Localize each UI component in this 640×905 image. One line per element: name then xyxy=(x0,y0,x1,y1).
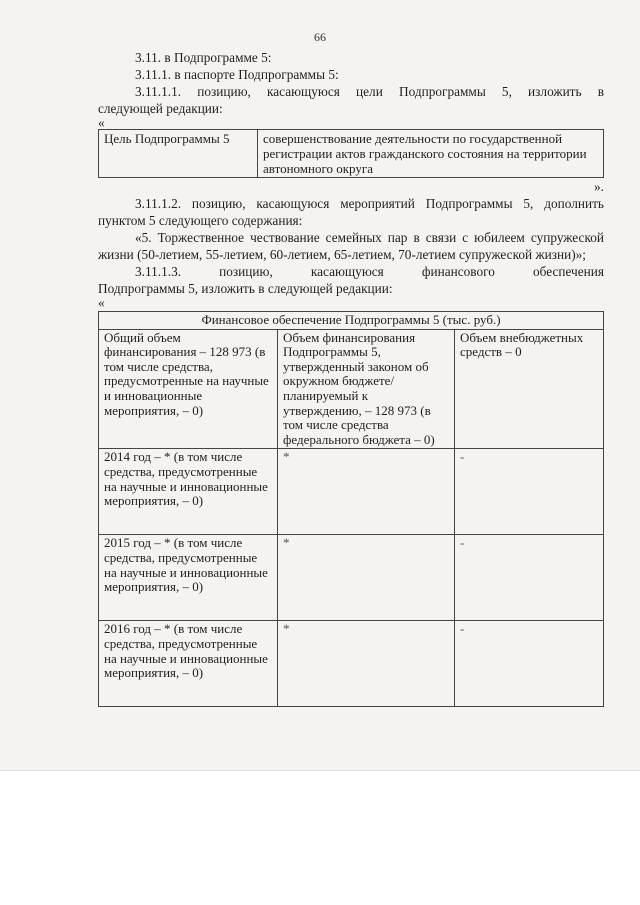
year-2015-cell: 2015 год – * (в том числе средства, предусмотренные на научные и инновационные мероприятия, – 0) xyxy=(99,535,278,621)
financing-table-title: Финансовое обеспечение Подпрограммы 5 (тыс. руб.) xyxy=(99,312,604,330)
year-2015-budget: * xyxy=(278,535,455,621)
year-2016-budget: * xyxy=(278,621,455,707)
year-2016-cell: 2016 год – * (в том числе средства, предусмотренные на научные и инновационные мероприятия, – 0) xyxy=(99,621,278,707)
goal-table xyxy=(98,129,604,178)
financing-budget: Объем финансирования Подпрограммы 5, утвержденный законом об окружном бюджете/ планируемый к утверждению, – 128 973 (в том числе средства федерального бюджета – 0) xyxy=(278,329,455,449)
page-edge-divider xyxy=(0,770,640,771)
financing-total: Общий объем финансирования – 128 973 (в том числе средства, предусмотренные на научные и инновационные мероприятия, – 0) xyxy=(99,329,278,449)
section-3-11: 3.11. в Подпрограмме 5: xyxy=(135,50,272,65)
section-3-11-1-3-line2: Подпрограммы 5, изложить в следующей редакции: xyxy=(98,281,393,296)
table-row xyxy=(99,449,604,535)
year-2016-extrabudget: - xyxy=(455,621,604,707)
goal-label: Цель Подпрограммы 5 xyxy=(99,130,258,178)
section-3-11-1: 3.11.1. в паспорте Подпрограммы 5: xyxy=(135,67,339,82)
page-number: 66 xyxy=(314,30,326,44)
open-quote: « xyxy=(98,115,105,130)
year-2014-extrabudget: - xyxy=(455,449,604,535)
close-quote: ». xyxy=(594,179,604,194)
section-3-11-1-2: 3.11.1.2. позицию, касающуюся мероприятий Подпрограммы 5, дополнить пунктом 5 следующего содержания: xyxy=(98,196,604,228)
table-row xyxy=(99,535,604,621)
section-3-11-1-1-line2: следующей редакции: xyxy=(98,101,223,116)
goal-value: совершенствование деятельности по государственной регистрации актов гражданского состояния на территории автономного округа xyxy=(258,130,604,178)
table-row xyxy=(99,621,604,707)
financing-table xyxy=(98,311,604,707)
open-quote-2: « xyxy=(98,295,105,310)
year-2015-extrabudget: - xyxy=(455,535,604,621)
year-2014-cell: 2014 год – * (в том числе средства, предусмотренные на научные и инновационные мероприятия, – 0) xyxy=(99,449,278,535)
document-body xyxy=(98,49,604,707)
year-2014-budget: * xyxy=(278,449,455,535)
section-3-11-1-3-line1: 3.11.1.3. позицию, касающуюся финансового обеспечения xyxy=(135,264,604,279)
financing-extrabudget: Объем внебюджетных средств – 0 xyxy=(455,329,604,449)
section-3-11-1-2-text: «5. Торжественное чествование семейных пар в связи с юбилеем супружеской жизни (50-летием, 55-летием, 60-летием, 65-летием, 70-летием супружеской жизни)»; xyxy=(98,230,604,262)
section-3-11-1-1-line1: 3.11.1.1. позицию, касающуюся цели Подпрограммы 5, изложить в xyxy=(135,84,604,99)
